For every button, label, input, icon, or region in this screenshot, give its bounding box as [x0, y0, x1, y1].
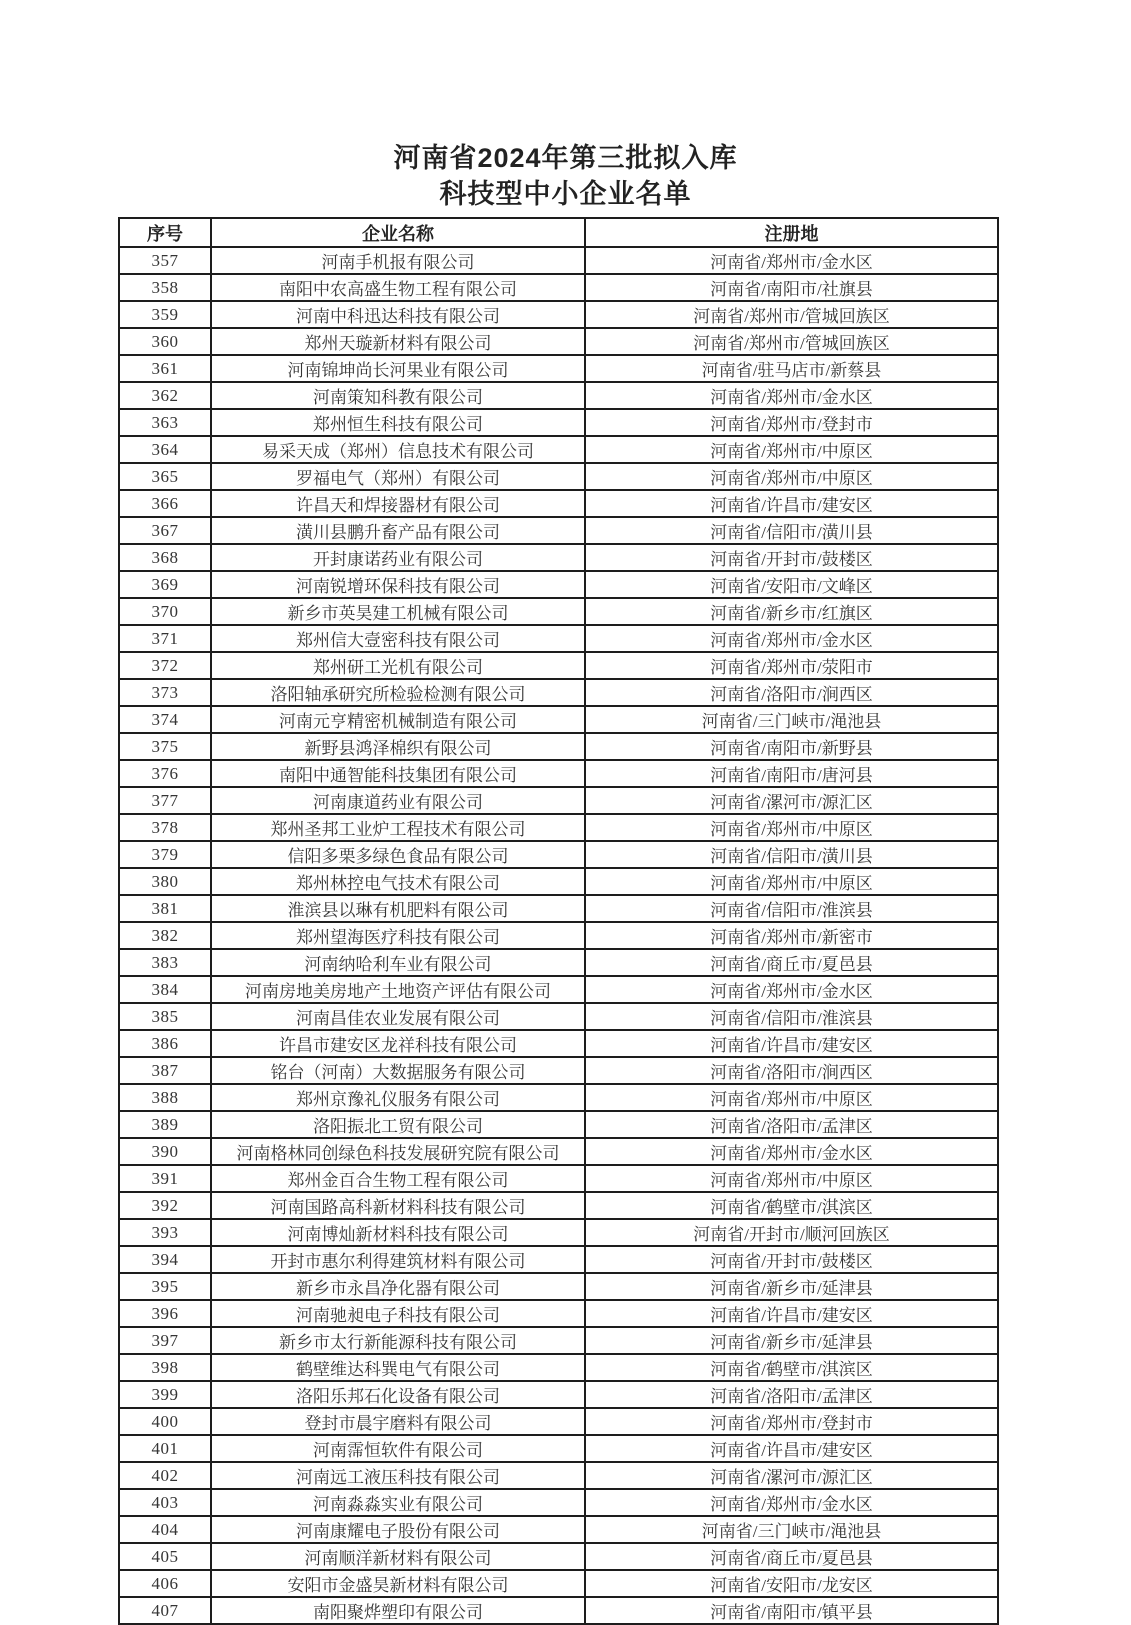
cell-registration-location: 河南省/郑州市/中原区 [585, 814, 998, 841]
table-row [119, 1111, 998, 1138]
table-row [119, 517, 998, 544]
table-row [119, 1030, 998, 1057]
cell-index: 372 [119, 652, 211, 679]
table-row [119, 544, 998, 571]
table-row [119, 463, 998, 490]
cell-index: 396 [119, 1300, 211, 1327]
table-row [119, 895, 998, 922]
cell-index: 366 [119, 490, 211, 517]
cell-registration-location: 河南省/郑州市/金水区 [585, 1138, 998, 1165]
cell-company-name: 河南格林同创绿色科技发展研究院有限公司 [211, 1138, 585, 1165]
cell-company-name: 河南锐增环保科技有限公司 [211, 571, 585, 598]
cell-registration-location: 河南省/商丘市/夏邑县 [585, 1543, 998, 1570]
table-row [119, 598, 998, 625]
cell-index: 382 [119, 922, 211, 949]
cell-company-name: 郑州天璇新材料有限公司 [211, 328, 585, 355]
cell-company-name: 河南康道药业有限公司 [211, 787, 585, 814]
cell-index: 377 [119, 787, 211, 814]
cell-registration-location: 河南省/鹤壁市/淇滨区 [585, 1192, 998, 1219]
cell-registration-location: 河南省/郑州市/金水区 [585, 625, 998, 652]
table-row [119, 355, 998, 382]
cell-registration-location: 河南省/郑州市/管城回族区 [585, 301, 998, 328]
cell-index: 398 [119, 1354, 211, 1381]
cell-company-name: 河南康耀电子股份有限公司 [211, 1516, 585, 1543]
table-row [119, 1435, 998, 1462]
cell-company-name: 郑州恒生科技有限公司 [211, 409, 585, 436]
cell-company-name: 河南昌佳农业发展有限公司 [211, 1003, 585, 1030]
document-title-line-2: 科技型中小企业名单 [439, 179, 692, 209]
cell-index: 379 [119, 841, 211, 868]
cell-company-name: 新乡市太行新能源科技有限公司 [211, 1327, 585, 1354]
table-row [119, 1327, 998, 1354]
cell-registration-location: 河南省/郑州市/新密市 [585, 922, 998, 949]
table-row [119, 1489, 998, 1516]
cell-registration-location: 河南省/郑州市/金水区 [585, 247, 998, 274]
cell-index: 407 [119, 1597, 211, 1624]
table-row [119, 436, 998, 463]
cell-index: 403 [119, 1489, 211, 1516]
table-row [119, 1354, 998, 1381]
cell-index: 378 [119, 814, 211, 841]
cell-registration-location: 河南省/郑州市/中原区 [585, 436, 998, 463]
table-row [119, 760, 998, 787]
cell-registration-location: 河南省/郑州市/荥阳市 [585, 652, 998, 679]
table-row [119, 274, 998, 301]
cell-company-name: 郑州望海医疗科技有限公司 [211, 922, 585, 949]
table-row [119, 1543, 998, 1570]
table-row [119, 706, 998, 733]
cell-company-name: 河南国路高科新材料科技有限公司 [211, 1192, 585, 1219]
table-row [119, 679, 998, 706]
cell-index: 364 [119, 436, 211, 463]
cell-registration-location: 河南省/洛阳市/涧西区 [585, 679, 998, 706]
cell-registration-location: 河南省/郑州市/登封市 [585, 409, 998, 436]
cell-registration-location: 河南省/三门峡市/渑池县 [585, 1516, 998, 1543]
cell-company-name: 开封康诺药业有限公司 [211, 544, 585, 571]
cell-company-name: 新乡市英昊建工机械有限公司 [211, 598, 585, 625]
table-row [119, 652, 998, 679]
cell-registration-location: 河南省/郑州市/金水区 [585, 382, 998, 409]
cell-registration-location: 河南省/许昌市/建安区 [585, 1435, 998, 1462]
cell-company-name: 河南纳哈利车业有限公司 [211, 949, 585, 976]
table-row [119, 733, 998, 760]
cell-index: 399 [119, 1381, 211, 1408]
header-cell-index: 序号 [119, 218, 211, 247]
cell-index: 389 [119, 1111, 211, 1138]
cell-index: 385 [119, 1003, 211, 1030]
cell-registration-location: 河南省/郑州市/中原区 [585, 1165, 998, 1192]
document-title [0, 0, 1131, 212]
cell-company-name: 淮滨县以琳有机肥料有限公司 [211, 895, 585, 922]
cell-index: 373 [119, 679, 211, 706]
cell-company-name: 潢川县鹏升畜产品有限公司 [211, 517, 585, 544]
cell-registration-location: 河南省/安阳市/龙安区 [585, 1570, 998, 1597]
cell-company-name: 郑州圣邦工业炉工程技术有限公司 [211, 814, 585, 841]
cell-registration-location: 河南省/漯河市/源汇区 [585, 787, 998, 814]
cell-index: 370 [119, 598, 211, 625]
cell-company-name: 河南锦坤尚长河果业有限公司 [211, 355, 585, 382]
cell-index: 363 [119, 409, 211, 436]
table-row [119, 814, 998, 841]
cell-index: 406 [119, 1570, 211, 1597]
cell-registration-location: 河南省/南阳市/新野县 [585, 733, 998, 760]
cell-registration-location: 河南省/洛阳市/涧西区 [585, 1057, 998, 1084]
cell-company-name: 河南驰昶电子科技有限公司 [211, 1300, 585, 1327]
cell-registration-location: 河南省/郑州市/中原区 [585, 868, 998, 895]
cell-registration-location: 河南省/开封市/顺河回族区 [585, 1219, 998, 1246]
cell-company-name: 河南远工液压科技有限公司 [211, 1462, 585, 1489]
cell-index: 365 [119, 463, 211, 490]
cell-registration-location: 河南省/郑州市/管城回族区 [585, 328, 998, 355]
cell-company-name: 许昌市建安区龙祥科技有限公司 [211, 1030, 585, 1057]
cell-company-name: 河南顺洋新材料有限公司 [211, 1543, 585, 1570]
table-row [119, 1300, 998, 1327]
cell-registration-location: 河南省/信阳市/潢川县 [585, 517, 998, 544]
table-row [119, 1138, 998, 1165]
cell-index: 384 [119, 976, 211, 1003]
cell-registration-location: 河南省/郑州市/中原区 [585, 463, 998, 490]
cell-registration-location: 河南省/新乡市/延津县 [585, 1273, 998, 1300]
cell-company-name: 南阳中农高盛生物工程有限公司 [211, 274, 585, 301]
table-row [119, 328, 998, 355]
cell-registration-location: 河南省/开封市/鼓楼区 [585, 1246, 998, 1273]
table-row [119, 1246, 998, 1273]
table-row [119, 625, 998, 652]
table-row [119, 247, 998, 274]
cell-company-name: 河南元亨精密机械制造有限公司 [211, 706, 585, 733]
table-row [119, 1165, 998, 1192]
cell-registration-location: 河南省/新乡市/红旗区 [585, 598, 998, 625]
cell-index: 397 [119, 1327, 211, 1354]
cell-company-name: 易采天成（郑州）信息技术有限公司 [211, 436, 585, 463]
cell-registration-location: 河南省/信阳市/淮滨县 [585, 1003, 998, 1030]
table-row [119, 922, 998, 949]
cell-index: 393 [119, 1219, 211, 1246]
table-row [119, 1570, 998, 1597]
cell-registration-location: 河南省/信阳市/潢川县 [585, 841, 998, 868]
cell-company-name: 登封市晨宇磨料有限公司 [211, 1408, 585, 1435]
cell-company-name: 安阳市金盛昊新材料有限公司 [211, 1570, 585, 1597]
cell-index: 359 [119, 301, 211, 328]
cell-registration-location: 河南省/商丘市/夏邑县 [585, 949, 998, 976]
cell-registration-location: 河南省/郑州市/中原区 [585, 1084, 998, 1111]
cell-company-name: 洛阳轴承研究所检验检测有限公司 [211, 679, 585, 706]
header-cell-company-name: 企业名称 [211, 218, 585, 247]
cell-registration-location: 河南省/鹤壁市/淇滨区 [585, 1354, 998, 1381]
cell-company-name: 河南中科迅达科技有限公司 [211, 301, 585, 328]
cell-index: 367 [119, 517, 211, 544]
cell-index: 361 [119, 355, 211, 382]
cell-company-name: 新乡市永昌净化器有限公司 [211, 1273, 585, 1300]
table-row [119, 1273, 998, 1300]
cell-registration-location: 河南省/新乡市/延津县 [585, 1327, 998, 1354]
companies-table [118, 217, 999, 1625]
table-row [119, 490, 998, 517]
cell-index: 383 [119, 949, 211, 976]
table-row [119, 841, 998, 868]
cell-registration-location: 河南省/郑州市/金水区 [585, 976, 998, 1003]
table-row [119, 409, 998, 436]
cell-registration-location: 河南省/许昌市/建安区 [585, 1030, 998, 1057]
table-row [119, 787, 998, 814]
cell-company-name: 郑州林控电气技术有限公司 [211, 868, 585, 895]
cell-company-name: 鹤壁维达科巽电气有限公司 [211, 1354, 585, 1381]
cell-company-name: 信阳多栗多绿色食品有限公司 [211, 841, 585, 868]
cell-company-name: 河南手机报有限公司 [211, 247, 585, 274]
cell-index: 376 [119, 760, 211, 787]
cell-registration-location: 河南省/许昌市/建安区 [585, 490, 998, 517]
cell-registration-location: 河南省/开封市/鼓楼区 [585, 544, 998, 571]
cell-registration-location: 河南省/安阳市/文峰区 [585, 571, 998, 598]
cell-company-name: 罗福电气（郑州）有限公司 [211, 463, 585, 490]
table-row [119, 1219, 998, 1246]
cell-company-name: 郑州研工光机有限公司 [211, 652, 585, 679]
cell-company-name: 郑州信大壹密科技有限公司 [211, 625, 585, 652]
table-row [119, 1057, 998, 1084]
table-row [119, 949, 998, 976]
cell-registration-location: 河南省/漯河市/源汇区 [585, 1462, 998, 1489]
table-row [119, 1597, 998, 1624]
cell-index: 357 [119, 247, 211, 274]
cell-index: 386 [119, 1030, 211, 1057]
cell-index: 371 [119, 625, 211, 652]
cell-company-name: 开封市惠尔利得建筑材料有限公司 [211, 1246, 585, 1273]
cell-registration-location: 河南省/南阳市/社旗县 [585, 274, 998, 301]
cell-registration-location: 河南省/南阳市/唐河县 [585, 760, 998, 787]
cell-index: 405 [119, 1543, 211, 1570]
table-row [119, 1408, 998, 1435]
cell-index: 402 [119, 1462, 211, 1489]
cell-company-name: 南阳中通智能科技集团有限公司 [211, 760, 585, 787]
table-row [119, 1192, 998, 1219]
cell-company-name: 河南房地美房地产土地资产评估有限公司 [211, 976, 585, 1003]
table-row [119, 1003, 998, 1030]
cell-company-name: 郑州金百合生物工程有限公司 [211, 1165, 585, 1192]
table-row [119, 1084, 998, 1111]
table-row [119, 1381, 998, 1408]
cell-index: 394 [119, 1246, 211, 1273]
document-title-line-1: 河南省2024年第三批拟入库 [393, 143, 738, 173]
cell-index: 404 [119, 1516, 211, 1543]
cell-index: 368 [119, 544, 211, 571]
cell-index: 380 [119, 868, 211, 895]
table-row [119, 571, 998, 598]
cell-company-name: 河南霈恒软件有限公司 [211, 1435, 585, 1462]
table-header-row [119, 218, 998, 247]
cell-registration-location: 河南省/洛阳市/孟津区 [585, 1381, 998, 1408]
table-row [119, 1516, 998, 1543]
cell-registration-location: 河南省/南阳市/镇平县 [585, 1597, 998, 1624]
cell-company-name: 铭台（河南）大数据服务有限公司 [211, 1057, 585, 1084]
table-row [119, 1462, 998, 1489]
cell-company-name: 洛阳振北工贸有限公司 [211, 1111, 585, 1138]
cell-index: 358 [119, 274, 211, 301]
cell-registration-location: 河南省/驻马店市/新蔡县 [585, 355, 998, 382]
cell-registration-location: 河南省/许昌市/建安区 [585, 1300, 998, 1327]
header-cell-registration-location: 注册地 [585, 218, 998, 247]
cell-company-name: 洛阳乐邦石化设备有限公司 [211, 1381, 585, 1408]
cell-index: 375 [119, 733, 211, 760]
cell-index: 387 [119, 1057, 211, 1084]
cell-index: 362 [119, 382, 211, 409]
cell-index: 391 [119, 1165, 211, 1192]
table-row [119, 976, 998, 1003]
cell-company-name: 新野县鸿泽棉织有限公司 [211, 733, 585, 760]
cell-index: 401 [119, 1435, 211, 1462]
cell-registration-location: 河南省/郑州市/登封市 [585, 1408, 998, 1435]
table-body [119, 247, 998, 1624]
table-row [119, 382, 998, 409]
cell-company-name: 郑州京豫礼仪服务有限公司 [211, 1084, 585, 1111]
cell-registration-location: 河南省/三门峡市/渑池县 [585, 706, 998, 733]
cell-index: 388 [119, 1084, 211, 1111]
cell-index: 374 [119, 706, 211, 733]
cell-company-name: 南阳聚烨塑印有限公司 [211, 1597, 585, 1624]
cell-index: 369 [119, 571, 211, 598]
table-row [119, 301, 998, 328]
cell-registration-location: 河南省/信阳市/淮滨县 [585, 895, 998, 922]
cell-company-name: 河南策知科教有限公司 [211, 382, 585, 409]
cell-index: 360 [119, 328, 211, 355]
cell-index: 400 [119, 1408, 211, 1435]
cell-index: 390 [119, 1138, 211, 1165]
cell-index: 381 [119, 895, 211, 922]
cell-index: 392 [119, 1192, 211, 1219]
table-row [119, 868, 998, 895]
cell-company-name: 许昌天和焊接器材有限公司 [211, 490, 585, 517]
cell-company-name: 河南淼淼实业有限公司 [211, 1489, 585, 1516]
cell-index: 395 [119, 1273, 211, 1300]
cell-registration-location: 河南省/洛阳市/孟津区 [585, 1111, 998, 1138]
cell-company-name: 河南博灿新材料科技有限公司 [211, 1219, 585, 1246]
cell-registration-location: 河南省/郑州市/金水区 [585, 1489, 998, 1516]
